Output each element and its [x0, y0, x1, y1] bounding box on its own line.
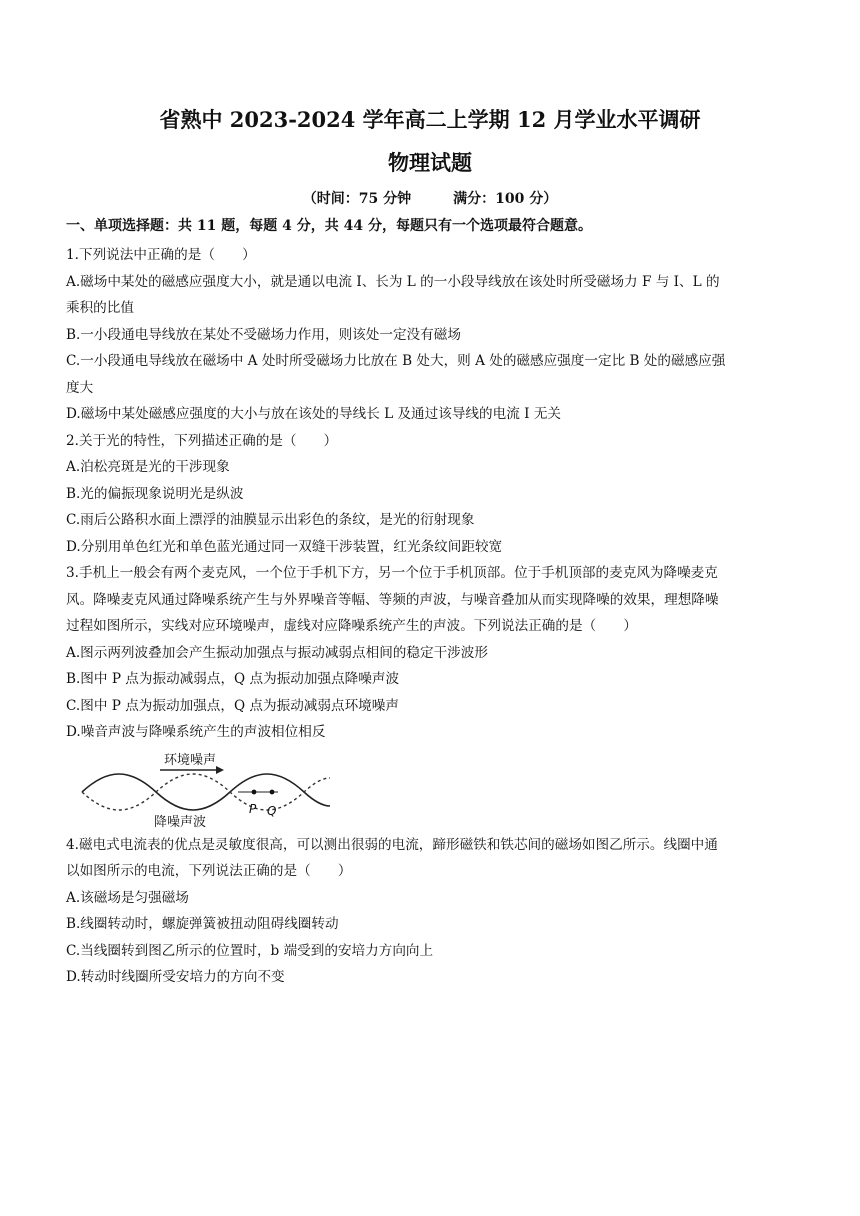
environment-noise-label: 环境噪声	[164, 752, 217, 768]
question-list	[66, 242, 798, 991]
anti-noise-label: 降噪声波	[154, 814, 207, 830]
exam-subject: 物理试题	[388, 150, 472, 175]
point-q-dot	[270, 789, 275, 794]
question-3-option-a: A.图示两列波叠加会产生振动加强点与振动减弱点相间的稳定干涉波形	[66, 644, 488, 661]
question-3-option-d: D.噪音声波与降噪系统产生的声波相位相反	[66, 724, 326, 740]
question-4-stem-line-2: 以如图所示的电流，下列说法正确的是（ ）	[66, 863, 352, 879]
question-1-option-a-line-1: A.磁场中某处的磁感应强度大小，就是通以电流 I、长为 L 的一小段导线放在该处时所受磁场力 F 与 I、L 的	[66, 273, 720, 290]
exam-title: 省熟中 2023-2024 学年高二上学期 12 月学业水平调研	[159, 107, 701, 132]
question-4-option-b: B.线圈转动时，螺旋弹簧被扭动阻碍线圈转动	[66, 916, 339, 932]
question-1-option-b: B.一小段通电导线放在某处不受磁场力作用，则该处一定没有磁场	[66, 326, 461, 343]
question-4-option-c: C.当线圈转到图乙所示的位置时，b 端受到的安培力方向向上	[66, 942, 434, 959]
question-3-stem-line-3: 过程如图所示，实线对应环境噪声，虚线对应降噪系统产生的声波。下列说法正确的是（ ）	[66, 618, 637, 634]
question-1-stem: 1.下列说法中正确的是（ ）	[66, 247, 256, 263]
question-1-option-c-line-2: 度大	[66, 379, 94, 396]
question-3-stem-line-1: 3.手机上一般会有两个麦克风，一个位于手机下方，另一个位于手机顶部。位于手机顶部的麦克风为降噪麦克	[66, 565, 718, 581]
question-2-stem: 2.关于光的特性，下列描述正确的是（ ）	[66, 432, 338, 449]
question-2-option-a: A.泊松亮斑是光的干涉现象	[66, 459, 230, 475]
question-2-option-c: C.雨后公路积水面上漂浮的油膜显示出彩色的条纹，是光的衍射现象	[66, 512, 475, 528]
point-p-dot	[252, 789, 257, 794]
exam-time-score	[0, 188, 860, 208]
question-3-option-c: C.图中 P 点为振动加强点，Q 点为振动减弱点环境噪声	[66, 697, 399, 714]
exam-time: （时间：75 分钟	[302, 191, 412, 207]
wave-interference-figure	[78, 748, 338, 830]
anti-noise-wave	[82, 774, 330, 810]
propagation-arrow-head	[216, 766, 224, 774]
question-2-option-d: D.分别用单色红光和单色蓝光通过同一双缝干涉装置，红光条纹间距较宽	[66, 538, 503, 555]
question-3-stem-line-2: 风。降噪麦克风通过降噪系统产生与外界噪音等幅、等频的声波，与噪音叠加从而实现降噪的效果，理想降噪	[66, 591, 719, 608]
question-1-option-a-line-2: 乘积的比值	[66, 300, 134, 316]
question-1-option-d: D.磁场中某处磁感应强度的大小与放在该处的导线长 L 及通过该导线的电流 I 无关	[66, 406, 562, 422]
point-q-label: Q	[267, 803, 277, 818]
environment-noise-wave	[82, 774, 330, 810]
section-heading: 一、单项选择题：共 11 题，每题 4 分，共 44 分，每题只有一个选项最符合题意。	[66, 218, 592, 234]
question-4-stem-line-1: 4.磁电式电流表的优点是灵敏度很高，可以测出很弱的电流，蹄形磁铁和铁芯间的磁场如图乙所示。线圈中通	[66, 836, 718, 853]
exam-score: 满分：100 分）	[453, 191, 558, 207]
question-4-option-a: A.该磁场是匀强磁场	[66, 889, 189, 906]
question-1-option-c-line-1: C.一小段通电导线放在磁场中 A 处时所受磁场力比放在 B 处大，则 A 处的磁感应强度一定比 B 处的磁感应强	[66, 353, 726, 369]
question-4-option-d: D.转动时线圈所受安培力的方向不变	[66, 969, 285, 985]
question-3-option-b: B.图中 P 点为振动减弱点，Q 点为振动加强点降噪声波	[66, 671, 400, 687]
point-p-label: P	[249, 801, 257, 816]
question-2-option-b: B.光的偏振现象说明光是纵波	[66, 485, 244, 502]
